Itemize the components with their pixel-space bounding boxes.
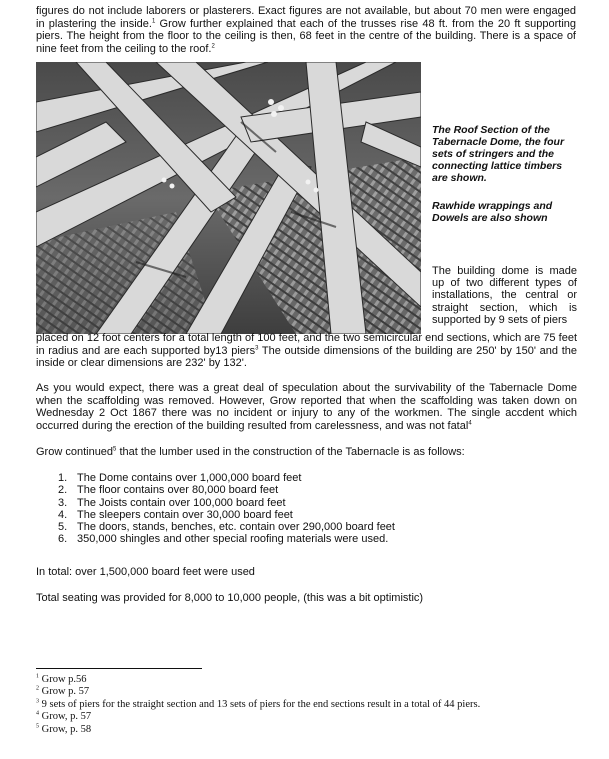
footnote-number: 2 [36, 685, 39, 692]
total-line: In total: over 1,500,000 board feet were used [36, 566, 255, 578]
footnote [36, 699, 480, 711]
list-item [58, 521, 395, 533]
paragraph-dome [36, 332, 577, 370]
footnote-number: 3 [36, 698, 39, 705]
list-number: 2. [58, 484, 68, 497]
list-item [58, 509, 395, 521]
footnote [36, 674, 480, 686]
paragraph-lumber-intro [36, 446, 577, 459]
paragraph-scaffolding [36, 382, 577, 432]
photo-caption: The Roof Section of the Tabernacle Dome, the four sets of stringers and the connecting lattice timbers are shown. [432, 124, 565, 184]
list-item [58, 484, 395, 496]
lumber-list [58, 472, 395, 546]
paragraph-text: As you would expect, there was a great deal of speculation about the survivability of the Tabernacle Dome when the scaffolding was removed. However, Grow reported that when the scaffolding was taken down on Wednesday 2 Oct 1867 there was no incident or injury to any of the workmen. The single accdent which occurred during the erection of the building resulted from carelessness, and was not fatal [36, 382, 577, 432]
footnote-ref: 1 [151, 17, 156, 24]
list-number: 1. [58, 472, 68, 484]
list-number: 6. [58, 533, 68, 546]
footnote-ref: 4 [468, 419, 472, 426]
list-number: 3. [58, 496, 68, 509]
paragraph-text: Grow further explained that each of the trusses rise 48 ft. from the 20 ft supporting piers. The height from the floor to the ceiling is then, 68 feet in the centre of the building. There is a space of nine feet from the ceiling to the roof. [36, 17, 577, 55]
paragraph-text: placed on 12 foot centers for a total length of 100 feet, and the two semicircular end sections, which are 75 feet in radius and are each supported by13 piers [36, 332, 577, 357]
list-text: The Dome contains over 1,000,000 board feet [77, 472, 302, 484]
seating-line: Total seating was provided for 8,000 to 10,000 people, (this was a bit optimistic) [36, 592, 424, 604]
footnote [36, 711, 480, 723]
footnote-ref: 2 [211, 42, 215, 49]
paragraph-text: figures do not include laborers or plasterers. Exact figures are not available, but about 70 men were engaged in plastering the inside. [36, 5, 576, 30]
list-item [58, 472, 395, 484]
paragraph-text: The outside dimensions of the building are 250' by 150' and the inside or clear dimensions are 232' by 132'. [36, 344, 578, 369]
list-text: The sleepers contain over 30,000 board feet [77, 508, 293, 521]
footnote-divider [36, 668, 202, 669]
roof-truss-photo [36, 62, 421, 334]
paragraph-text: Grow continued [36, 446, 114, 458]
footnote [36, 724, 480, 736]
footnote-ref: 5 [113, 446, 117, 453]
list-number: 4. [58, 508, 68, 521]
footnote-text: Grow, p. 57 [39, 711, 92, 723]
footnote-text: Grow, p. 58 [39, 723, 92, 735]
list-item [58, 533, 395, 545]
footnote-number: 4 [36, 710, 39, 717]
list-item [58, 497, 395, 509]
footnote-text: 9 sets of piers for the straight section and 13 sets of piers for the end sections result in a total of 44 piers. [39, 698, 481, 710]
photo-caption-note: Rawhide wrappings and Dowels are also shown [432, 200, 553, 224]
footnote-text: Grow p.56 [39, 674, 87, 685]
list-number: 5. [58, 521, 68, 534]
list-text: 350,000 shingles and other special roofing materials were used. [77, 533, 389, 546]
paragraph-dome-side: The building dome is made up of two different types of installations, the central or straight section, which is supported by 9 sets of piers [432, 265, 577, 326]
footnote-number: 5 [36, 723, 39, 730]
paragraph-text: that the lumber used in the construction of the Tabernacle is as follows: [116, 446, 465, 458]
footnote-ref: 3 [255, 344, 259, 351]
list-text: The Joists contain over 100,000 board feet [77, 496, 286, 509]
footnote-number: 1 [36, 673, 39, 680]
paragraph-workers [36, 5, 576, 55]
footnote-text: Grow p. 57 [39, 686, 90, 698]
list-text: The floor contains over 80,000 board feet [77, 484, 279, 497]
footnotes [36, 674, 480, 736]
list-text: The doors, stands, benches, etc. contain over 290,000 board feet [77, 521, 395, 534]
roof-truss-photo-image [36, 62, 421, 334]
footnote [36, 686, 480, 698]
